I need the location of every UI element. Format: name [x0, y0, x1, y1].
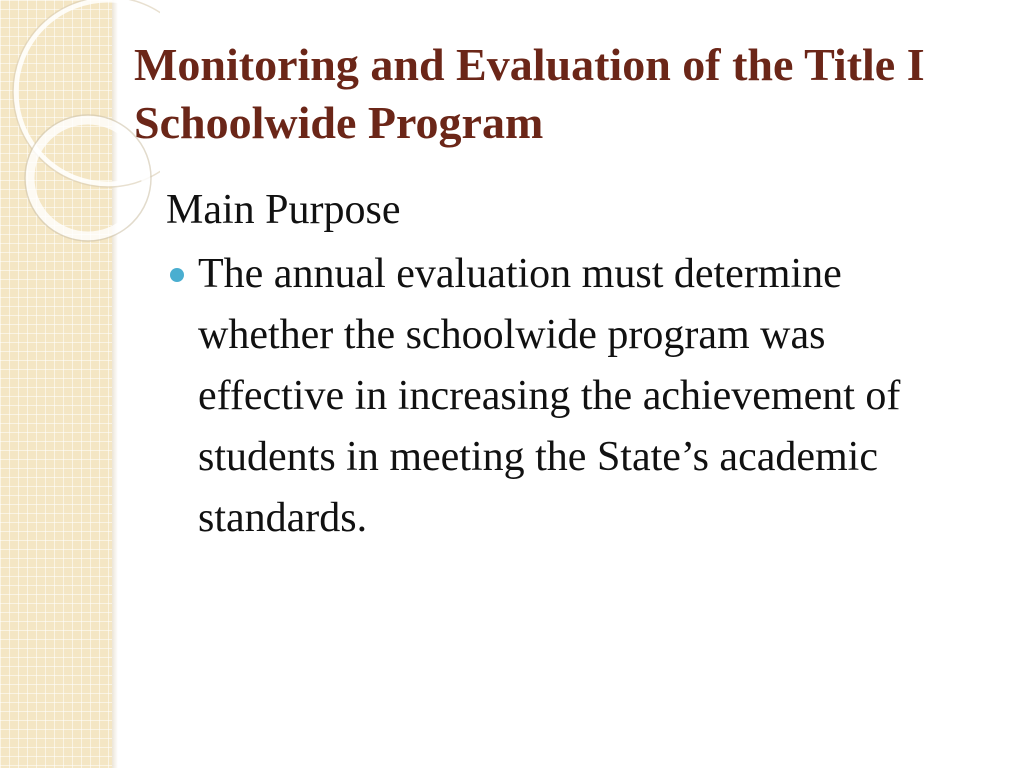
slide-content: [166, 184, 956, 549]
subheading: Main Purpose: [166, 187, 401, 233]
bullet-text: The annual evaluation must determine whether the schoolwide program was effective in increasing the achievement of students in meeting the State’s academic standards.: [198, 251, 901, 541]
ring-small-shadow-icon: [25, 115, 151, 241]
bullet-item: [166, 244, 956, 549]
bullet-dot-icon: [170, 268, 184, 282]
slide-title: Monitoring and Evaluation of the Title I Schoolwide Program: [134, 39, 925, 148]
ring-small-icon: [30, 120, 146, 236]
